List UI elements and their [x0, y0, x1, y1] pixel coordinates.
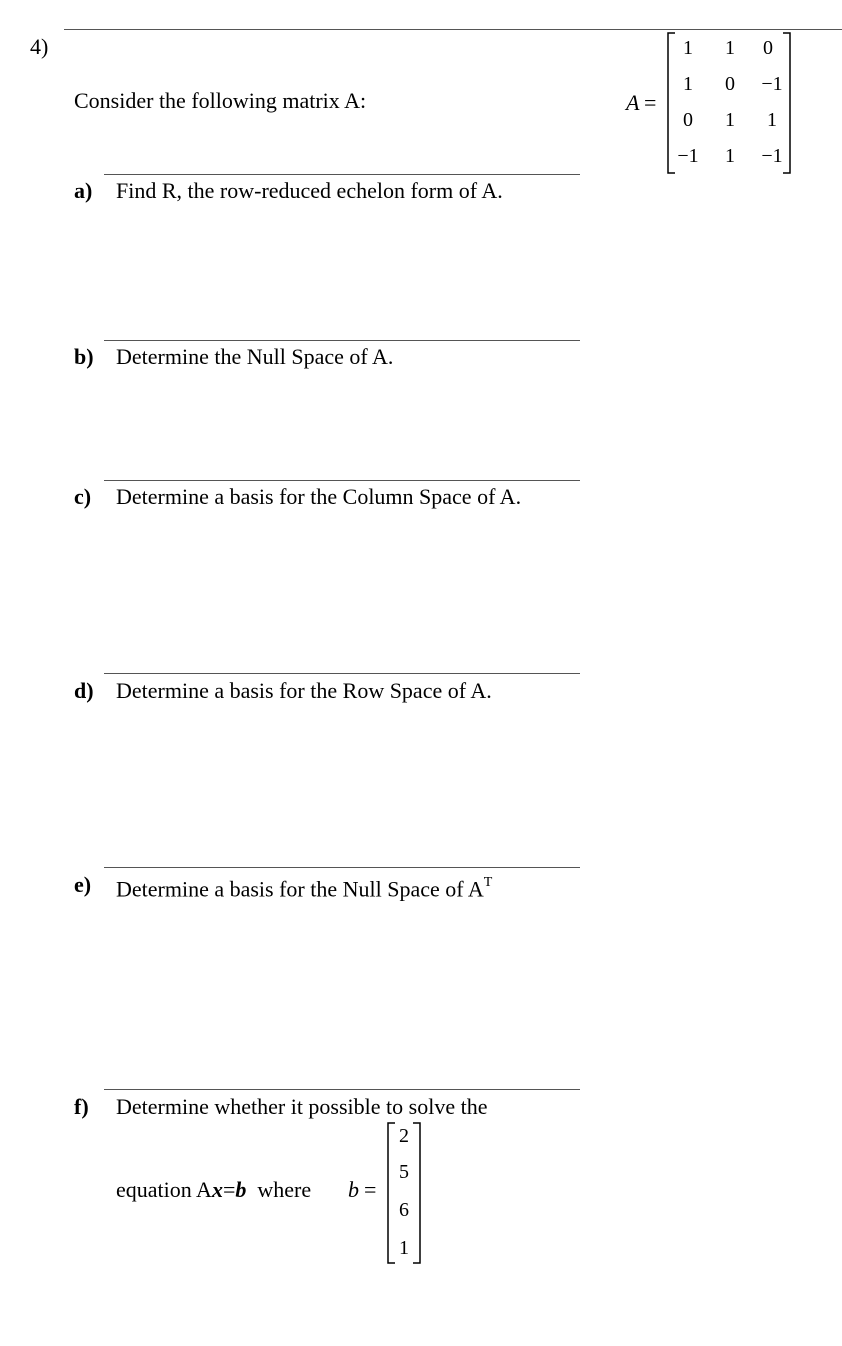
part-b-rule: [104, 340, 580, 341]
where-text: where: [257, 1177, 312, 1202]
part-c-text: Determine a basis for the Column Space of A.: [116, 484, 522, 509]
part-b-label: b): [74, 344, 94, 369]
b-vector: [386, 1122, 426, 1264]
transpose-superscript: T: [483, 875, 493, 890]
matrix-cell: −1: [761, 73, 783, 95]
matrix-cell: 1: [683, 73, 693, 95]
b-vector-name: b: [348, 1177, 359, 1202]
matrix-cell: 0: [763, 37, 773, 59]
matrix-cell: −1: [677, 145, 699, 167]
b-vector-entry: 5: [399, 1161, 409, 1183]
intro-text: Consider the following matrix A:: [74, 88, 367, 113]
matrix-cell: 1: [767, 109, 777, 131]
part-c-rule: [104, 480, 580, 481]
b-variable: b: [235, 1177, 247, 1202]
part-c-label: c): [74, 484, 92, 509]
matrix-equals: =: [644, 90, 657, 115]
matrix-cell: 1: [725, 109, 735, 131]
matrix-cell: −1: [761, 145, 783, 167]
matrix-cell: 0: [725, 73, 735, 95]
part-e-text: [116, 872, 492, 902]
b-vector-entry: 2: [399, 1125, 409, 1147]
matrix-name: A: [626, 90, 640, 115]
part-e-label: e): [74, 872, 92, 897]
b-vector-entry: 1: [399, 1237, 409, 1259]
equation-prefix: equation A: [116, 1177, 212, 1202]
part-d-label: d): [74, 678, 94, 703]
part-e-rule: [104, 867, 580, 868]
part-d-text: Determine a basis for the Row Space of A.: [116, 678, 492, 703]
part-b-text: Determine the Null Space of A.: [116, 344, 394, 369]
part-f-text-line1: Determine whether it possible to solve the: [116, 1094, 488, 1119]
matrix-a: [620, 32, 800, 174]
part-a-label: a): [74, 178, 93, 203]
part-e-text-main: Determine a basis for the Null Space of A: [116, 876, 484, 902]
matrix-cell: 1: [725, 145, 735, 167]
matrix-cell: 0: [683, 109, 693, 131]
equation-sign: =: [222, 1177, 236, 1202]
b-vector-equals: =: [364, 1177, 377, 1202]
part-d-rule: [104, 673, 580, 674]
part-a-rule: [104, 174, 580, 175]
header-rule: [64, 29, 842, 30]
matrix-cell: 1: [683, 37, 693, 59]
b-vector-entry: 6: [399, 1199, 409, 1221]
part-f-equation: [116, 1177, 311, 1203]
part-a-text: Find R, the row-reduced echelon form of A.: [116, 178, 503, 203]
part-f-rule: [104, 1089, 580, 1090]
x-variable: x: [211, 1177, 223, 1202]
question-number: 4): [30, 34, 49, 59]
matrix-cell: 1: [725, 37, 735, 59]
part-f-label: f): [74, 1094, 89, 1119]
